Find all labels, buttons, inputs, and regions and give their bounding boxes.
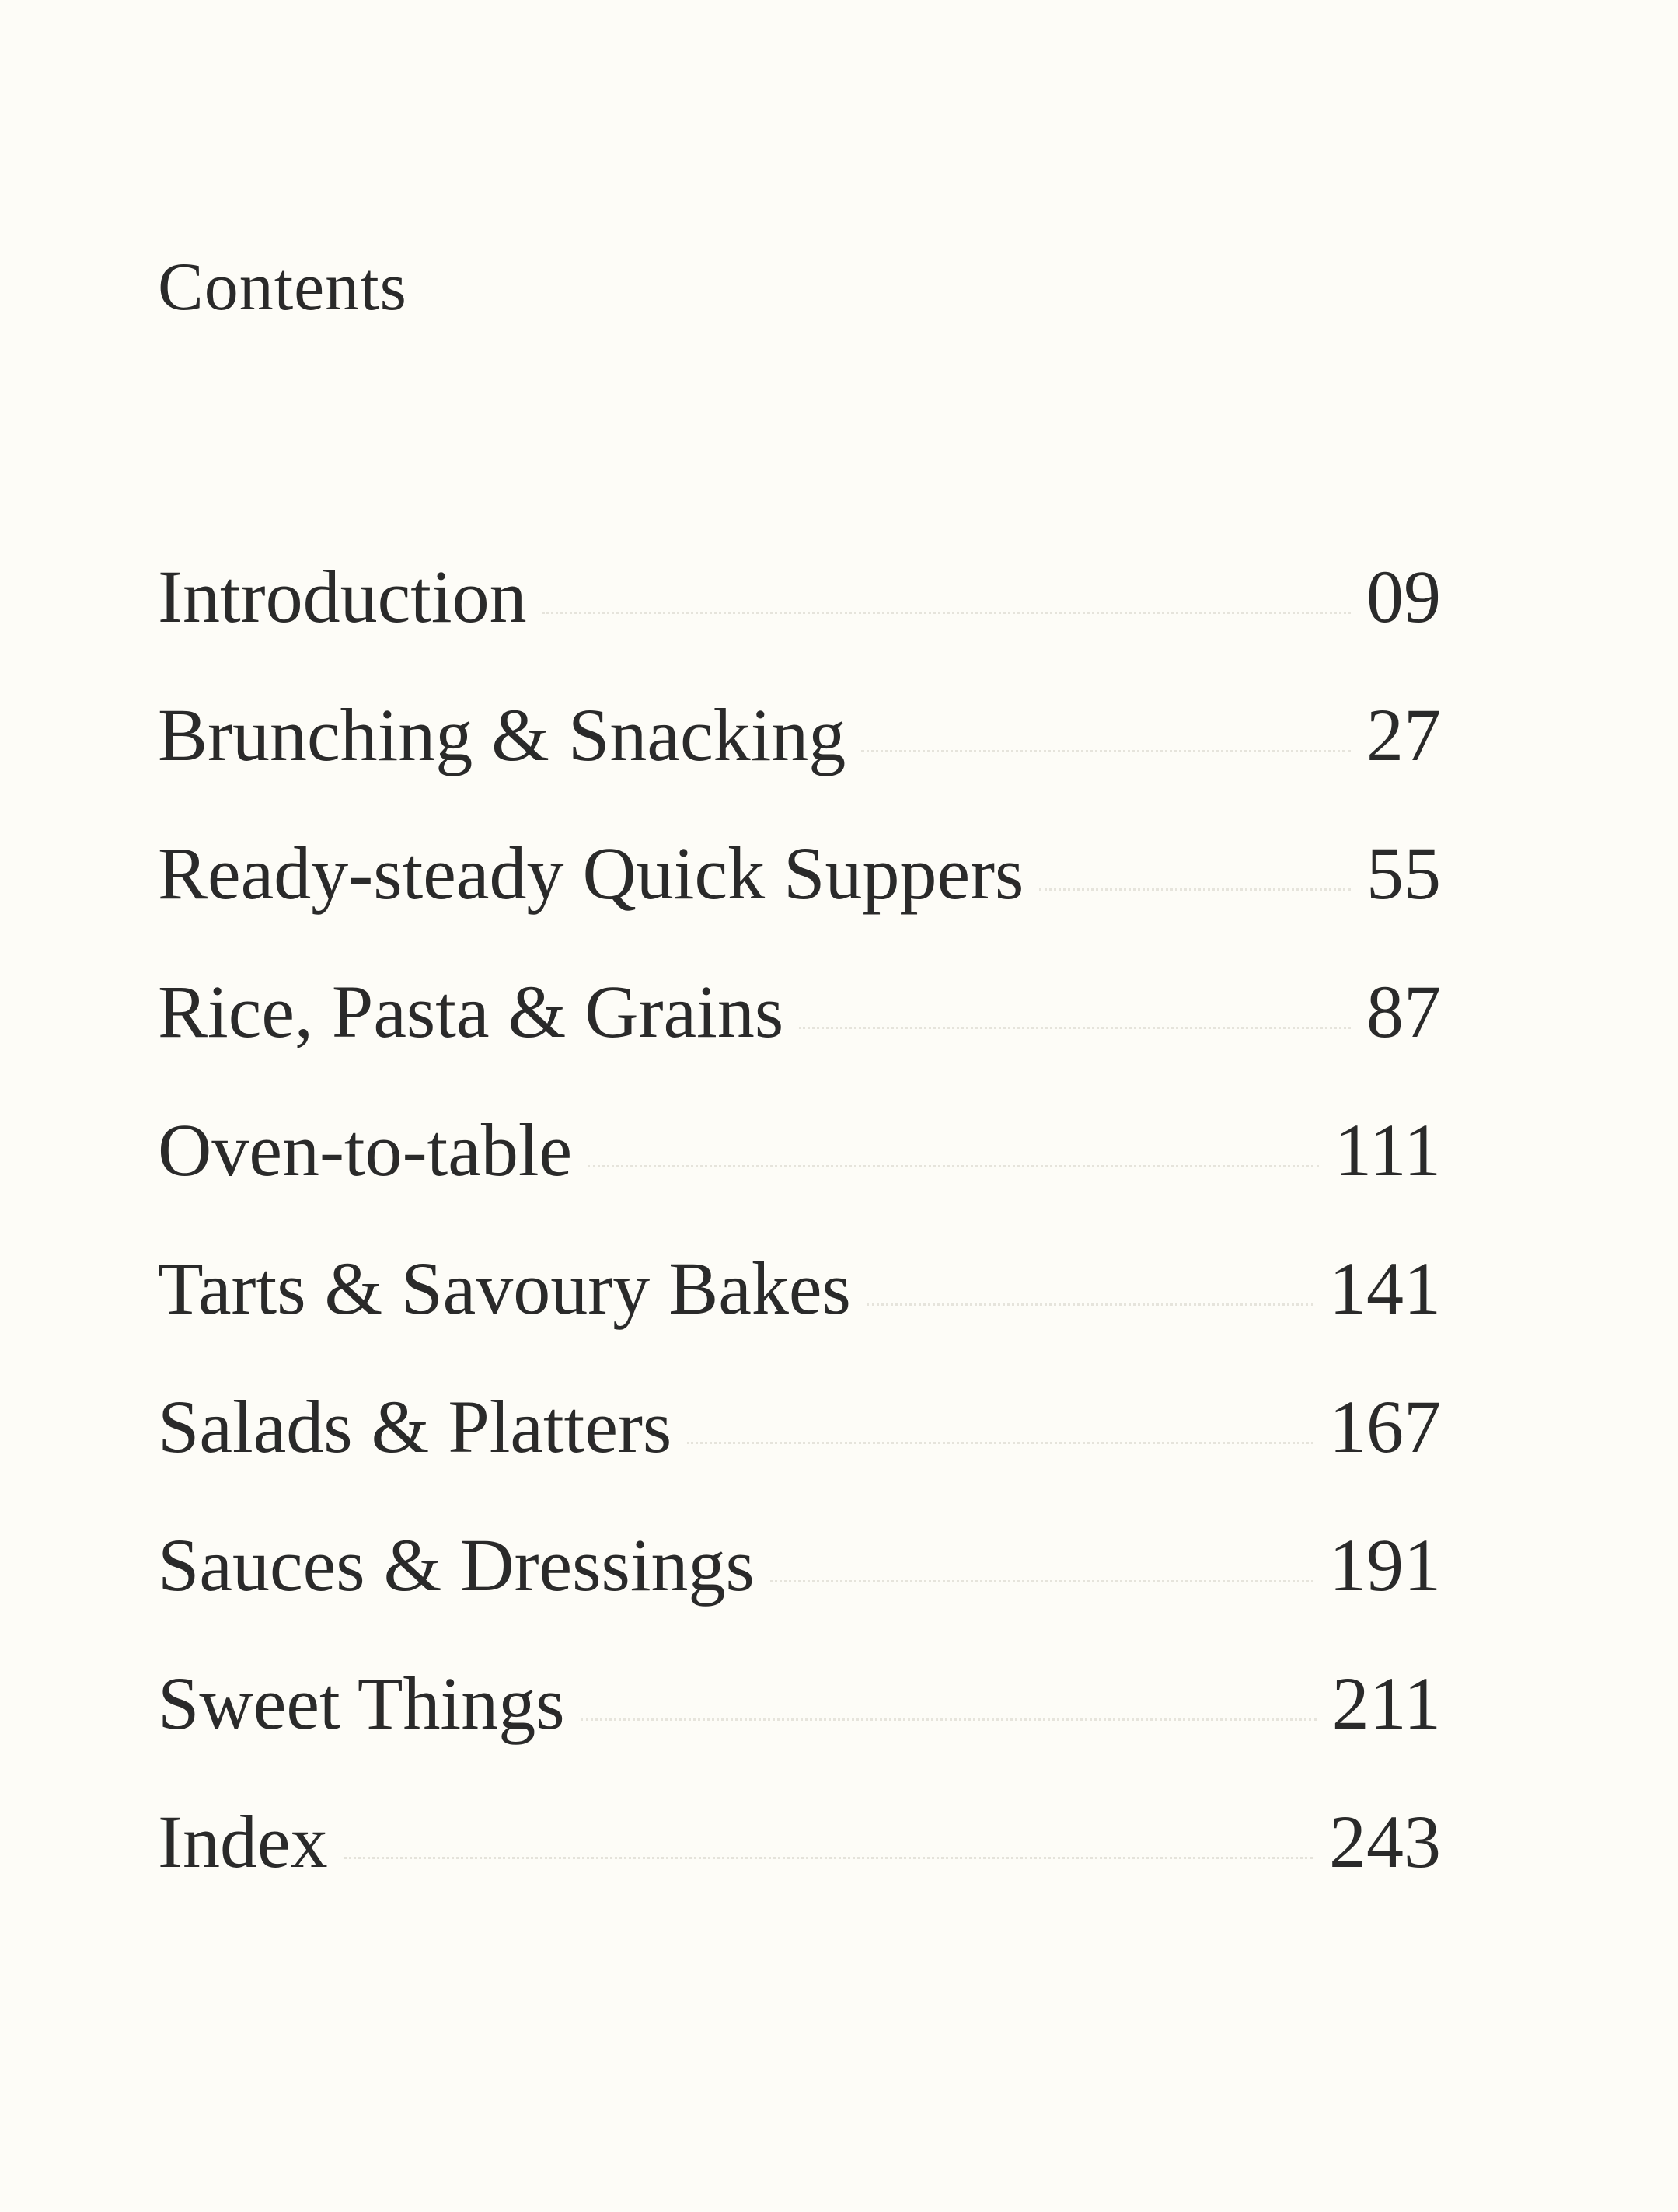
- toc-entry-label: Ready-steady Quick Suppers: [158, 832, 1024, 915]
- toc-entry-page: 111: [1334, 1108, 1441, 1191]
- table-of-contents: [158, 550, 1441, 1934]
- toc-entry[interactable]: [158, 1104, 1441, 1242]
- toc-entry-page: 191: [1329, 1523, 1441, 1607]
- dot-leader: [687, 1442, 1313, 1444]
- toc-entry[interactable]: [158, 550, 1441, 689]
- toc-entry[interactable]: [158, 1657, 1441, 1795]
- toc-entry-page: 27: [1366, 693, 1441, 776]
- dot-leader: [542, 612, 1351, 614]
- toc-entry-label: Brunching & Snacking: [158, 693, 846, 776]
- toc-entry-label: Salads & Platters: [158, 1385, 672, 1468]
- toc-entry[interactable]: [158, 689, 1441, 827]
- toc-entry-label: Oven-to-table: [158, 1108, 573, 1191]
- toc-entry-page: 09: [1366, 555, 1441, 638]
- toc-entry-label: Introduction: [158, 555, 527, 638]
- toc-entry-label: Sweet Things: [158, 1662, 565, 1745]
- dot-leader: [861, 750, 1351, 752]
- toc-entry[interactable]: [158, 827, 1441, 965]
- toc-entry[interactable]: [158, 965, 1441, 1104]
- dot-leader: [770, 1580, 1313, 1582]
- toc-entry-page: 211: [1331, 1662, 1441, 1745]
- dot-leader: [1039, 888, 1351, 891]
- dot-leader: [799, 1027, 1351, 1029]
- toc-entry-page: 141: [1329, 1247, 1441, 1330]
- toc-entry-label: Index: [158, 1800, 328, 1883]
- toc-entry-label: Tarts & Savoury Bakes: [158, 1247, 851, 1330]
- toc-entry-label: Sauces & Dressings: [158, 1523, 755, 1607]
- toc-entry[interactable]: [158, 1519, 1441, 1657]
- toc-entry-page: 87: [1366, 970, 1441, 1053]
- toc-entry-page: 243: [1329, 1800, 1441, 1883]
- toc-entry[interactable]: [158, 1242, 1441, 1380]
- toc-entry-label: Rice, Pasta & Grains: [158, 970, 784, 1053]
- dot-leader: [344, 1857, 1313, 1859]
- toc-entry-page: 167: [1329, 1385, 1441, 1468]
- toc-entry[interactable]: [158, 1380, 1441, 1519]
- dot-leader: [867, 1303, 1313, 1306]
- dot-leader: [588, 1165, 1319, 1167]
- toc-entry-page: 55: [1366, 832, 1441, 915]
- toc-entry[interactable]: [158, 1795, 1441, 1934]
- dot-leader: [581, 1718, 1317, 1721]
- page-title: Contents: [158, 249, 407, 325]
